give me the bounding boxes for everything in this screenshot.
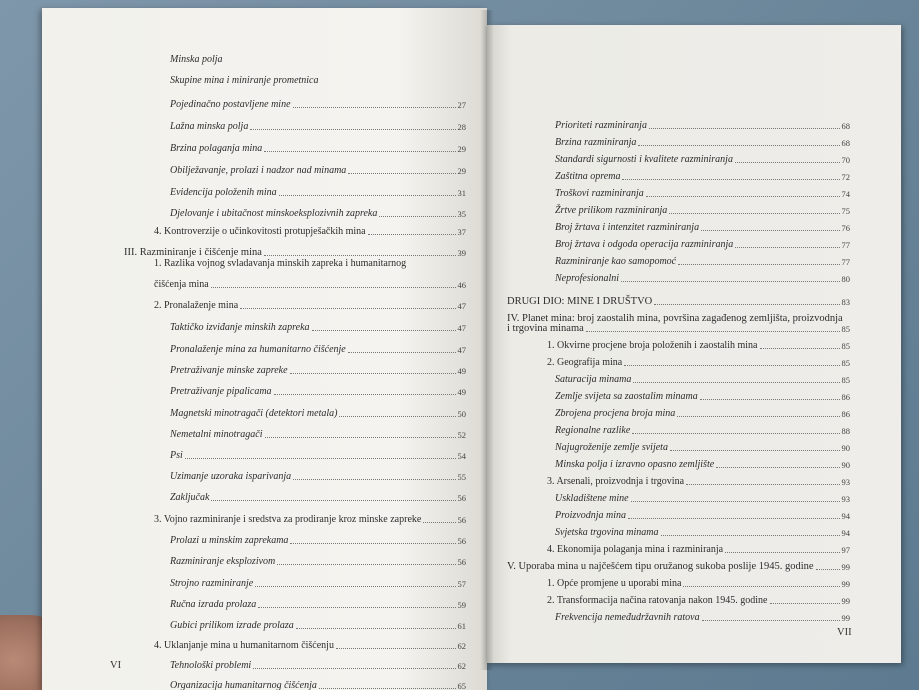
toc-entry-title: 2. Pronalaženje mina [154,300,239,311]
toc-leader-dots [725,552,839,553]
toc-entry-title: Broj žrtava i intenzitet razminiranja [555,222,700,233]
toc-entry-page: 70 [841,155,850,165]
toc-entry-title: Nemetalni minotragači [170,429,263,440]
toc-entry [555,273,850,284]
toc-leader-dots [624,365,839,366]
toc-leader-dots [255,586,455,587]
toc-entry-title: IV. Planet mina: broj zaostalih mina, površina zagađenog zemljišta, proizvodnja [507,313,843,324]
toc-entry-title: Psi [170,450,183,461]
toc-entry [154,279,466,290]
toc-entry [170,121,466,132]
toc-entry-title: Broj žrtava i odgoda operacija razminiranja [555,239,734,250]
toc-leader-dots [632,433,839,434]
toc-leader-dots [348,352,456,353]
toc-leader-dots [277,564,455,565]
toc-entry [507,296,850,307]
toc-entry-page: 90 [841,443,850,453]
toc-entry-page: 68 [841,138,850,148]
book-gutter [480,10,494,670]
toc-entry [555,137,850,148]
toc-entry-title: 4. Ekonomija polaganja mina i razminiranja [547,544,724,555]
toc-leader-dots [264,151,455,152]
toc-entry-title: Lažna minska polja [170,121,249,132]
toc-entry-title: 1. Okvirne procjene broja položenih i zaostalih mina [547,340,758,351]
toc-entry-page: 90 [841,460,850,470]
toc-entry-title: Frekvencija nemeđudržavnih ratova [555,612,700,623]
toc-entry-title: 3. Arsenali, proizvodnja i trgovina [547,476,685,487]
toc-entry-title: Zaključak [170,492,210,503]
toc-entry-title: Skupine mina i miniranje prometnica [170,75,319,86]
right-folio: VII [837,627,852,638]
toc-leader-dots [735,247,839,248]
toc-entry-title: Strojno razminiranje [170,578,254,589]
toc-entry-title: Magnetski minotragači (detektori metala) [170,408,338,419]
toc-entry-title: Svjetska trgovina minama [555,527,659,538]
toc-entry [170,556,466,567]
toc-leader-dots [654,304,839,305]
toc-entry [170,322,466,333]
toc-entry-title: 4. Uklanjanje mina u humanitarnom čišćenju [154,640,334,651]
toc-entry-page: 29 [457,144,466,154]
toc-entry-page: 47 [457,301,466,311]
toc-entry [154,226,466,237]
toc-entry-title: Proizvodnja mina [555,510,627,521]
toc-entry-title: Pretraživanje minske zapreke [170,365,288,376]
toc-entry-title: Pretraživanje pipalicama [170,386,272,397]
toc-entry [555,188,850,199]
toc-entry-page: 93 [841,494,850,504]
toc-entry [154,514,466,525]
toc-entry [170,535,466,546]
toc-entry-page: 50 [457,409,466,419]
toc-entry-page: 29 [457,166,466,176]
toc-entry-title: Saturacija minama [555,374,632,385]
toc-leader-dots [633,382,839,383]
toc-entry-page: 62 [457,661,466,671]
toc-entry-title: Troškovi razminiranja [555,188,644,199]
toc-entry [555,612,850,623]
toc-entry-title: Minska polja i izravno opasno zemljište [555,459,715,470]
toc-entry [170,578,466,589]
toc-leader-dots [716,467,839,468]
toc-leader-dots [649,128,840,129]
toc-entry-page: 49 [457,387,466,397]
toc-leader-dots [339,416,455,417]
toc-entry-page: 56 [457,515,466,525]
toc-entry-title: Brzina polaganja mina [170,143,263,154]
toc-leader-dots [336,648,456,649]
toc-entry [507,323,850,334]
toc-leader-dots [700,399,840,400]
toc-entry-page: 85 [841,324,850,334]
toc-leader-dots [250,129,455,130]
toc-entry-page: 86 [841,409,850,419]
toc-leader-dots [631,501,840,502]
toc-leader-dots [290,543,455,544]
toc-entry [555,442,850,453]
toc-entry [555,527,850,538]
toc-entry-page: 28 [457,122,466,132]
toc-leader-dots [290,373,456,374]
toc-entry-page: 85 [841,375,850,385]
toc-entry-page: 52 [457,430,466,440]
toc-entry-page: 35 [457,209,466,219]
toc-entry [170,450,466,461]
toc-entry-page: 27 [457,100,466,110]
left-folio: VI [110,660,122,671]
toc-entry-page: 55 [457,472,466,482]
toc-entry-page: 86 [841,392,850,402]
toc-entry [547,357,850,368]
toc-entry-page: 47 [457,323,466,333]
toc-entry-page: 46 [457,280,466,290]
toc-leader-dots [253,668,455,669]
toc-entry [555,205,850,216]
toc-entry-title: 1. Razlika vojnog svladavanja minskih zapreka i humanitarnog [154,258,407,269]
toc-entry-page: 93 [841,477,850,487]
toc-leader-dots [274,394,456,395]
toc-entry [124,247,466,258]
toc-entry [170,54,466,65]
toc-leader-dots [760,348,840,349]
toc-entry-page: 74 [841,189,850,199]
toc-leader-dots [293,479,455,480]
toc-entry-title: V. Uporaba mina u najčešćem tipu oružanog sukoba poslije 1945. godine [507,561,814,572]
toc-leader-dots [265,437,456,438]
toc-entry-title: Djelovanje i ubitačnost minskoeksplozivnih zapreka [170,208,378,219]
toc-leader-dots [296,628,456,629]
toc-entry-title: čišćenja mina [154,279,209,290]
toc-entry-page: 77 [841,240,850,250]
toc-entry-title: Brzina razminiranja [555,137,637,148]
toc-entry-page: 62 [457,641,466,651]
toc-entry [555,391,850,402]
toc-entry [555,408,850,419]
toc-leader-dots [586,331,840,332]
toc-entry [507,561,850,572]
toc-entry [170,365,466,376]
toc-entry-title: Pojedinačno postavljene mine [170,99,291,110]
toc-entry-page: 56 [457,536,466,546]
toc-entry [170,599,466,610]
toc-entry-title: i trgovina minama [507,323,584,334]
toc-entry [170,75,466,86]
toc-entry-page: 61 [457,621,466,631]
toc-leader-dots [423,522,455,523]
toc-entry-page: 56 [457,493,466,503]
toc-leader-dots [622,179,839,180]
toc-entry-title: Zemlje svijeta sa zaostalim minama [555,391,698,402]
toc-entry-page: 76 [841,223,850,233]
toc-entry-title: Obilježavanje, prolazi i nadzor nad minama [170,165,347,176]
toc-entry-title: Prolazi u minskim zaprekama [170,535,289,546]
toc-entry [170,660,466,671]
toc-entry-page: 99 [841,596,850,606]
toc-entry-page: 94 [841,511,850,521]
toc-entry-title: Organizacija humanitarnog čišćenja [170,680,317,690]
toc-entry-title: Žrtve prilikom razminiranja [555,205,668,216]
toc-leader-dots [677,416,839,417]
toc-entry-title: 2. Geografija mina [547,357,623,368]
toc-entry [170,620,466,631]
toc-leader-dots [628,518,839,519]
toc-leader-dots [621,281,839,282]
toc-entry-title: Minska polja [170,54,223,65]
toc-entry-page: 99 [841,562,850,572]
toc-entry-title: Pronalaženje mina za humanitarno čišćenje [170,344,346,355]
toc-entry-page: 37 [457,227,466,237]
toc-entry-page: 65 [457,681,466,690]
toc-entry [555,256,850,267]
toc-leader-dots [638,145,839,146]
toc-leader-dots [646,196,840,197]
toc-entry-title: 4. Kontroverzije o učinkovitosti protupješačkih mina [154,226,366,237]
toc-entry [170,408,466,419]
toc-entry [555,493,850,504]
toc-entry-page: 94 [841,528,850,538]
toc-entry [170,99,466,110]
toc-leader-dots [293,107,456,108]
toc-entry-page: 39 [457,248,466,258]
toc-entry [170,429,466,440]
toc-entry-page: 54 [457,451,466,461]
toc-entry-page: 99 [841,579,850,589]
toc-leader-dots [368,234,456,235]
toc-entry-title: Tehnološki problemi [170,660,252,671]
toc-entry-title: 3. Vojno razminiranje i sredstva za prodiranje kroz minske zapreke [154,514,422,525]
toc-entry-page: 47 [457,345,466,355]
toc-leader-dots [670,450,840,451]
toc-entry [547,340,850,351]
toc-entry [555,154,850,165]
toc-entry [547,544,850,555]
toc-entry [170,208,466,219]
toc-leader-dots [279,195,456,196]
toc-leader-dots [770,603,840,604]
toc-leader-dots [379,216,455,217]
toc-leader-dots [702,620,840,621]
toc-entry [170,143,466,154]
toc-entry-page: 31 [457,188,466,198]
toc-entry-page: 77 [841,257,850,267]
toc-entry [170,187,466,198]
toc-entry [555,239,850,250]
toc-leader-dots [678,264,839,265]
toc-entry-page: 56 [457,557,466,567]
toc-entry-title: Gubici prilikom izrade prolaza [170,620,294,631]
toc-entry [154,258,466,269]
toc-entry [547,578,850,589]
toc-entry-page: 85 [841,358,850,368]
toc-entry [154,640,466,651]
right-page [487,25,901,663]
toc-entry-title: Neprofesionalni [555,273,620,284]
toc-entry [555,222,850,233]
toc-entry-title: Ručna izrada prolaza [170,599,257,610]
toc-leader-dots [319,688,456,689]
toc-entry-title: Uskladištene mine [555,493,629,504]
toc-leader-dots [264,255,456,256]
toc-entry-page: 85 [841,341,850,351]
toc-entry [170,471,466,482]
toc-entry-page: 97 [841,545,850,555]
toc-leader-dots [258,607,455,608]
toc-leader-dots [661,535,840,536]
toc-entry-title: Najugroženije zemlje svijeta [555,442,668,453]
toc-entry-title: 1. Opće promjene u uporabi mina [547,578,682,589]
toc-leader-dots [669,213,839,214]
toc-leader-dots [211,287,456,288]
toc-leader-dots [701,230,839,231]
toc-entry-page: 49 [457,366,466,376]
toc-entry [555,374,850,385]
toc-leader-dots [185,458,456,459]
toc-entry-page: 80 [841,274,850,284]
toc-entry [170,492,466,503]
toc-entry-page: 83 [841,297,850,307]
left-page [42,8,487,690]
toc-entry-title: Zaštitna oprema [555,171,621,182]
toc-entry-page: 72 [841,172,850,182]
toc-entry-title: Razminiranje kao samopomoć [555,256,677,267]
toc-entry-title: Uzimanje uzoraka isparivanja [170,471,292,482]
toc-entry [555,120,850,131]
toc-entry-title: Zbrojena procjena broja mina [555,408,676,419]
toc-entry-title: Regionalne razlike [555,425,631,436]
toc-leader-dots [816,569,840,570]
toc-entry [170,680,466,690]
toc-entry-title: Prioriteti razminiranja [555,120,647,131]
toc-leader-dots [348,173,455,174]
toc-entry-page: 75 [841,206,850,216]
toc-entry-title: III. Razminiranje i čišćenje mina [124,247,262,258]
toc-leader-dots [211,500,455,501]
toc-leader-dots [686,484,839,485]
toc-entry [547,595,850,606]
toc-leader-dots [312,330,456,331]
toc-entry-page: 68 [841,121,850,131]
toc-entry-page: 57 [457,579,466,589]
toc-entry [555,425,850,436]
toc-entry [555,459,850,470]
toc-leader-dots [683,586,839,587]
toc-entry-page: 99 [841,613,850,623]
toc-entry-title: DRUGI DIO: MINE I DRUŠTVO [507,296,653,307]
toc-entry-title: 2. Transformacija načina ratovanja nakon 1945. godine [547,595,768,606]
right-toc [487,25,901,663]
toc-entry-title: Evidencija položenih mina [170,187,277,198]
toc-entry-title: Taktičko izviđanje minskih zapreka [170,322,310,333]
toc-entry [555,171,850,182]
toc-entry-title: Razminiranje eksplozivom [170,556,276,567]
toc-entry-page: 88 [841,426,850,436]
toc-entry [170,344,466,355]
toc-entry-page: 59 [457,600,466,610]
toc-entry [170,165,466,176]
toc-leader-dots [735,162,840,163]
toc-entry [547,476,850,487]
toc-entry [555,510,850,521]
toc-entry [170,386,466,397]
toc-entry-title: Standardi sigurnosti i kvalitete razminiranja [555,154,733,165]
toc-entry [154,300,466,311]
toc-leader-dots [240,308,455,309]
left-toc [42,8,487,690]
